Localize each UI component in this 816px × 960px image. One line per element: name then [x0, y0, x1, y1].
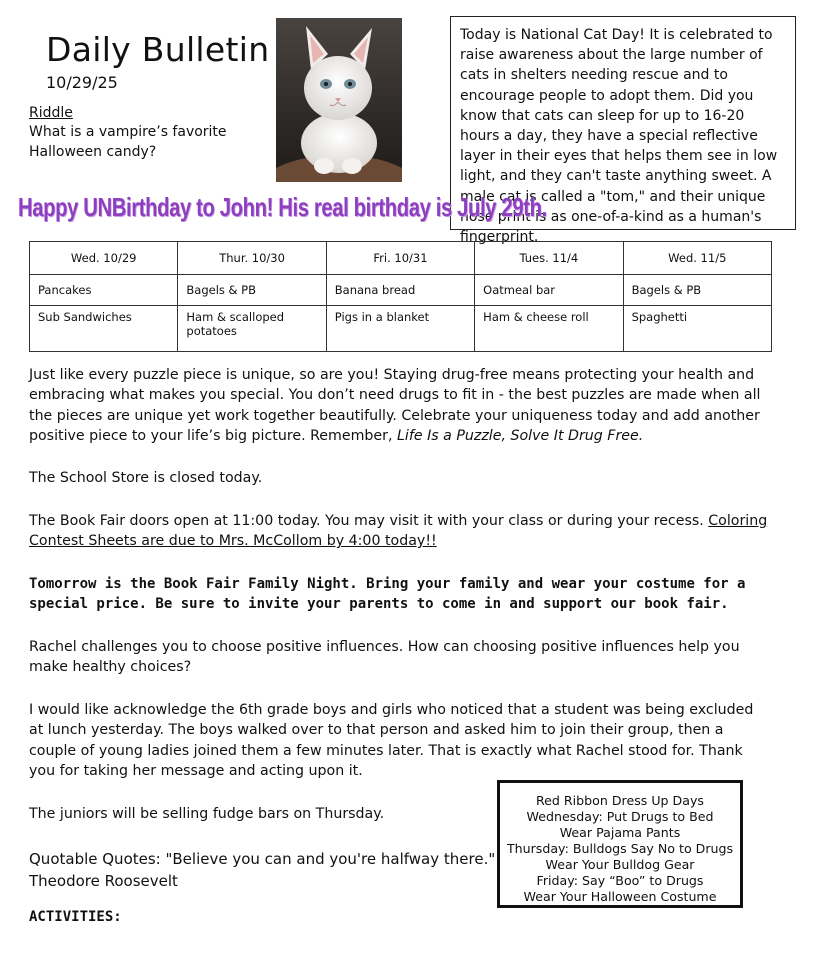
cat-day-fact-box: Today is National Cat Day! It is celebrated to raise awareness about the large number of cats in shelters needing rescue and to encourage people to adopt them. Did you know that cats can sleep for up to 16-20 hours a day, they have a special reflective layer in their eyes that helps them see in low light, and they can't taste anything sweet. A male cat is called a "tom," and their unique nose print is as one-of-a-kind as a human's fingerprint.	[450, 16, 796, 230]
red-ribbon-box	[497, 780, 743, 908]
birthday-banner: Happy UNBirthday to John! His real birthday is July 29th.	[18, 192, 547, 222]
menu-day-cell: Fri. 10/31	[326, 242, 474, 275]
riddle-heading: Riddle	[29, 105, 73, 121]
puzzle-slogan: Life Is a Puzzle, Solve It Drug Free.	[397, 427, 644, 444]
menu-lunch-row	[30, 306, 772, 352]
ribbon-line: Wear Pajama Pants	[559, 825, 681, 840]
menu-cell: Spaghetti	[623, 306, 771, 352]
menu-cell: Banana bread	[326, 275, 474, 306]
menu-breakfast-row	[30, 275, 772, 306]
puzzle-text: Just like every puzzle piece is unique, so are you! Staying drug-free means protecting your health and embracing what makes you special. You don’t need drugs to fit in - the best puzzles are made when all the pieces are unique yet work together beautifully. Celebrate your uniqueness today and add another positive piece to your life’s big picture. Remember,	[29, 367, 761, 444]
menu-cell: Pigs in a blanket	[326, 306, 474, 352]
menu-day-cell: Wed. 10/29	[30, 242, 178, 275]
menu-cell: Oatmeal bar	[475, 275, 623, 306]
menu-day-cell: Tues. 11/4	[475, 242, 623, 275]
quote-author: Theodore Roosevelt	[29, 872, 178, 890]
ribbon-line: Wednesday: Put Drugs to Bed	[526, 809, 714, 824]
coloring-contest-notice: Coloring Contest Sheets are due to Mrs. McCollom by 4:00 today!!	[29, 513, 768, 550]
ribbon-line: Thursday: Bulldogs Say No to Drugs	[506, 841, 734, 856]
ribbon-line: Wear Your Bulldog Gear	[545, 857, 695, 872]
riddle-text: What is a vampire’s favorite Halloween candy?	[29, 124, 227, 160]
quote-text: Quotable Quotes: "Believe you can and you're halfway there."	[29, 850, 496, 868]
menu-day-row	[30, 242, 772, 275]
menu-cell: Pancakes	[30, 275, 178, 306]
menu-cell: Ham & cheese roll	[475, 306, 623, 352]
menu-cell: Ham & scalloped potatoes	[178, 306, 326, 352]
page-title: Daily Bulletin	[46, 30, 270, 69]
lunch-menu-table	[29, 241, 772, 352]
bulletin-date: 10/29/25	[46, 73, 118, 92]
fudge-sale-notice: The juniors will be selling fudge bars on Thursday.	[29, 806, 385, 822]
menu-cell: Sub Sandwiches	[30, 306, 178, 352]
ribbon-line: Wear Your Halloween Costume	[523, 889, 717, 904]
activities-heading: ACTIVITIES:	[29, 909, 122, 925]
rachel-challenge: Rachel challenges you to choose positive influences. How can choosing positive influences help you make healthy choices?	[29, 639, 740, 676]
ribbon-line: Red Ribbon Dress Up Days	[536, 793, 704, 808]
acknowledgement-paragraph: I would like acknowledge the 6th grade boys and girls who noticed that a student was being excluded at lunch yesterday. The boys walked over to that person and asked him to join their group, then a couple of young ladies joined them a few minutes later. That is exactly what Rachel stood for. Thank you for taking her message and acting upon it.	[29, 702, 754, 779]
book-fair-paragraph	[29, 511, 779, 552]
ribbon-line: Friday: Say “Boo” to Drugs	[536, 873, 704, 888]
menu-cell: Bagels & PB	[623, 275, 771, 306]
kitten-photo	[276, 18, 402, 182]
family-night-notice: Tomorrow is the Book Fair Family Night. Bring your family and wear your costume for a special price. Be sure to invite your parents to come in and support our book fair.	[29, 576, 746, 613]
menu-day-cell: Wed. 11/5	[623, 242, 771, 275]
drug-free-puzzle-paragraph	[29, 365, 779, 446]
book-fair-text: The Book Fair doors open at 11:00 today. You may visit it with your class or during your recess.	[29, 513, 709, 529]
menu-cell: Bagels & PB	[178, 275, 326, 306]
menu-day-cell: Thur. 10/30	[178, 242, 326, 275]
school-store-notice: The School Store is closed today.	[29, 470, 263, 486]
